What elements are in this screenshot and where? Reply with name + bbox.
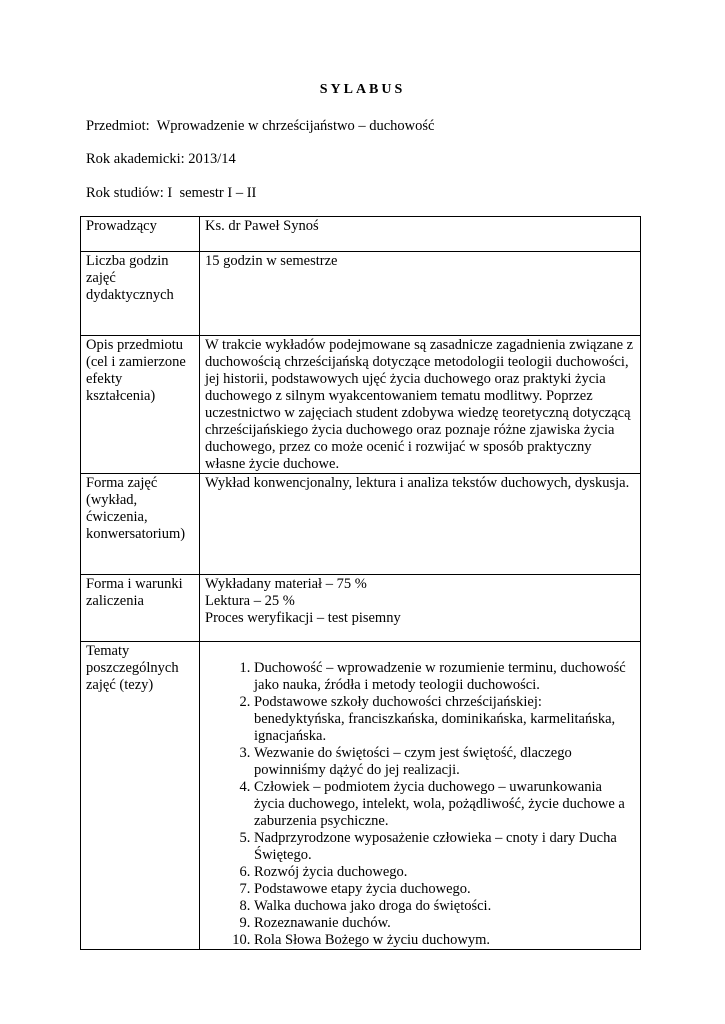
topic-item: 3. Wezwanie do świętości – czym jest świętość, dlaczego powinniśmy dążyć do jej realizacji.	[254, 745, 635, 779]
topics-label: Tematy poszczególnych zajęć (tezy)	[81, 642, 200, 950]
document-title: SYLABUS	[319, 82, 406, 97]
topic-item: 10. Rola Słowa Bożego w życiu duchowym.	[254, 932, 635, 949]
topic-item: 2. Podstawowe szkoły duchowości chrześcijańskiej: benedyktyńska, franciszkańska, dominikańska, karmelitańska, ignacjańska.	[254, 694, 635, 745]
topic-item: 1. Duchowość – wprowadzenie w rozumienie terminu, duchowość jako nauka, źródła i metody teologii duchowości.	[254, 660, 635, 694]
assessment-label: Forma i warunki zaliczenia	[81, 575, 200, 642]
assessment-line: Lektura – 25 %	[205, 593, 295, 609]
table-row	[81, 252, 641, 336]
assessment-line: Proces weryfikacji – test pisemny	[205, 610, 401, 626]
hours-value: 15 godzin w semestrze	[200, 252, 641, 336]
table-row	[81, 217, 641, 252]
description-label: Opis przedmiotu (cel i zamierzone efekty kształcenia)	[81, 336, 200, 474]
subject-line: Przedmiot: Wprowadzenie w chrześcijaństwo – duchowość	[86, 118, 435, 134]
table-row	[81, 575, 641, 642]
table-row	[81, 336, 641, 474]
form-label: Forma zajęć (wykład, ćwiczenia, konwersatorium)	[81, 474, 200, 575]
topic-item: 9. Rozeznawanie duchów.	[254, 915, 635, 932]
table-row	[81, 642, 641, 950]
form-value: Wykład konwencjonalny, lektura i analiza tekstów duchowych, dyskusja.	[200, 474, 641, 575]
instructor-value: Ks. dr Paweł Synoś	[200, 217, 641, 252]
study-year-line: Rok studiów: I semestr I – II	[86, 185, 257, 201]
assessment-value	[200, 575, 641, 642]
hours-label: Liczba godzin zajęć dydaktycznych	[81, 252, 200, 336]
topic-item: 4. Człowiek – podmiotem życia duchowego – uwarunkowania życia duchowego, intelekt, wola, pożądliwość, życie duchowe a zaburzenia psychiczne.	[254, 779, 635, 830]
topic-item: 6. Rozwój życia duchowego.	[254, 864, 635, 881]
topics-list	[205, 660, 635, 949]
topic-item: 8. Walka duchowa jako droga do świętości.	[254, 898, 635, 915]
table-row	[81, 474, 641, 575]
assessment-line: Wykładany materiał – 75 %	[205, 576, 367, 592]
syllabus-table	[80, 216, 641, 950]
topics-value	[200, 642, 641, 950]
topic-item: 7. Podstawowe etapy życia duchowego.	[254, 881, 635, 898]
topic-item: 5. Nadprzyrodzone wyposażenie człowieka – cnoty i dary Ducha Świętego.	[254, 830, 635, 864]
description-value: W trakcie wykładów podejmowane są zasadnicze zagadnienia związane z duchowością chrześcijańską dotyczące metodologii teologii duchowości, jej historii, podstawowych ujęć życia duchowego oraz praktyki życia duchowego z silnym wyakcentowaniem tematu modlitwy. Poprzez uczestnictwo w zajęciach student zdobywa wiedzę teoretyczną dotyczącą chrześcijańskiego życia duchowego oraz poznaje różne zjawiska życia duchowego, przez co może ocenić i rozwijać w sposób praktyczny własne życie duchowe.	[200, 336, 641, 474]
instructor-label: Prowadzący	[81, 217, 200, 252]
academic-year-line: Rok akademicki: 2013/14	[86, 151, 236, 167]
